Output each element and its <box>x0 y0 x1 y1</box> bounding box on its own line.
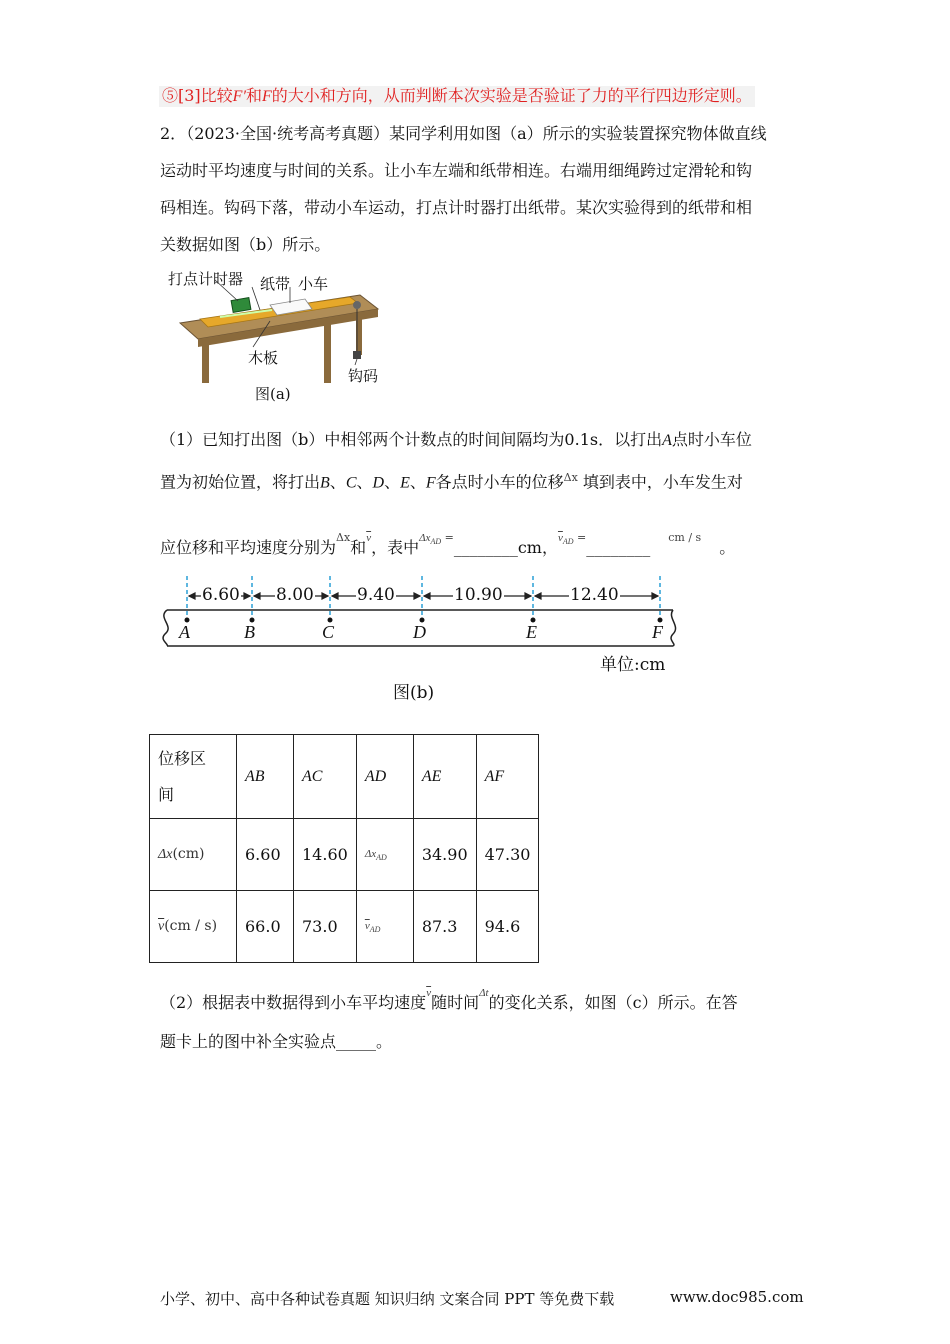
col-ad: AD <box>356 735 413 819</box>
part1-line-2 <box>160 468 743 493</box>
question-text: （2023·全国·统考高考真题）某同学利用如图（a）所示的实验装置探究物体做直线 <box>186 124 767 143</box>
part1-text-2c: 填到表中，小车发生对 <box>582 472 743 492</box>
symbol-v-bar: v <box>366 532 372 544</box>
segment-bc: 8.00 <box>276 585 314 605</box>
point-d-label: D <box>413 622 426 642</box>
unit-cms: cm / s <box>668 531 702 544</box>
label-tape: 纸带 <box>260 275 291 293</box>
part2-text-1b: 随时间 <box>431 993 480 1012</box>
symbol-v-bar: $\overline{v}$ <box>557 532 563 544</box>
footer-url[interactable]: www.doc985.com <box>670 1288 804 1306</box>
table-row-dx <box>150 819 539 891</box>
symbol-dx-ad: Δx <box>419 532 431 544</box>
row-dx-sym: Δx <box>158 847 173 862</box>
part1-text-3c: ，表中 <box>371 538 420 557</box>
question-intro-line-1 <box>160 124 767 144</box>
point-e-label: E <box>526 622 537 642</box>
part1-line-3 <box>160 528 735 558</box>
eq: = <box>577 531 587 544</box>
question-intro-line-2: 运动时平均速度与时间的关系。让小车左端和纸带相连。右端用细绳跨过定滑轮和钩 <box>160 161 753 180</box>
label-weight: 钩码 <box>348 367 379 385</box>
table-header-row <box>150 735 539 819</box>
point-a-ref: A <box>662 432 672 449</box>
table-cell: 34.90 <box>413 819 476 891</box>
label-board: 木板 <box>248 349 279 367</box>
table-cell: 87.3 <box>413 891 476 963</box>
figure-a <box>160 265 400 405</box>
point-a-label: A <box>179 622 190 642</box>
part1-text-1a: （1）已知打出图（b）中相邻两个计数点的时间间隔均为0.1s．以打出 <box>160 430 663 449</box>
segment-ab: 6.60 <box>202 585 240 605</box>
segment-de: 10.90 <box>454 585 503 605</box>
point-c-ref: C <box>345 474 357 492</box>
part1-text-1b: 点时小车位 <box>671 430 752 449</box>
cell-v-ad[interactable] <box>356 891 413 963</box>
col-ac: AC <box>294 735 357 819</box>
figure-b <box>155 572 685 707</box>
symbol-dt: Δt <box>479 987 489 999</box>
point-e-ref: E <box>400 474 410 492</box>
unit-cm: cm， <box>517 538 558 557</box>
table-cell: 73.0 <box>294 891 357 963</box>
segment-cd: 9.40 <box>357 585 395 605</box>
col-af: AF <box>476 735 539 819</box>
part1-text-3a: 应位移和平均速度分别为 <box>160 538 337 557</box>
header-note <box>159 86 755 107</box>
point-d-ref: D <box>372 474 385 492</box>
point-b-label: B <box>244 622 255 642</box>
part1-text-2a: 置为初始位置，将打出 <box>160 472 321 492</box>
sep: 、 <box>384 472 401 492</box>
part1-text-2b: 各点时小车的位移 <box>435 472 564 492</box>
symbol-f: F <box>261 88 272 105</box>
header-and: 和 <box>245 86 262 105</box>
header-label-l2: 间 <box>158 784 175 804</box>
cell-dx-ad[interactable] <box>356 819 413 891</box>
period: 。 <box>719 538 736 557</box>
row-v-unit: (cm / s) <box>164 918 218 934</box>
part2-line-2: 题卡上的图中补全实验点_____。 <box>160 1032 393 1051</box>
part2-line-1 <box>160 983 738 1013</box>
point-f-ref: F <box>425 474 436 492</box>
table-cell: 94.6 <box>476 891 539 963</box>
point-b-ref: B <box>320 474 330 492</box>
cell-v-ad-sym: $\overline{v}$ <box>364 919 370 932</box>
segment-ef: 12.40 <box>570 585 619 605</box>
symbol-dx: Δx <box>563 471 578 484</box>
table-header-label <box>150 735 237 819</box>
figure-a-caption: 图(a) <box>255 385 291 403</box>
part1-text-3b: 和 <box>350 538 367 557</box>
symbol-f-prime: F′ <box>232 88 246 105</box>
footer-left: 小学、初中、高中各种试卷真题 知识归纳 文案合同 PPT 等免费下载 <box>160 1290 615 1308</box>
sep: 、 <box>409 472 426 492</box>
part2-text-1c: 的变化关系，如图（c）所示。在答 <box>488 993 738 1012</box>
table-cell: 47.30 <box>476 819 539 891</box>
blank-v-ad[interactable]: ________ <box>586 538 651 557</box>
col-ab: AB <box>237 735 294 819</box>
point-c-label: C <box>322 622 335 642</box>
part1-line-1 <box>160 430 752 451</box>
sep: 、 <box>329 472 346 492</box>
question-intro-line-3: 码相连。钩码下落，带动小车运动，打点计时器打出纸带。某次实验得到的纸带和相 <box>160 198 753 217</box>
symbol-v-bar: v <box>426 987 432 999</box>
displacement-table <box>149 734 539 963</box>
figure-b-caption: 图(b) <box>393 683 435 703</box>
label-cart: 小车 <box>298 275 329 293</box>
sep: 、 <box>356 472 373 492</box>
row-dx-unit: (cm) <box>172 846 205 862</box>
row-v-sym: $\overline{v}$ <box>158 919 165 934</box>
row-v-label <box>150 891 237 963</box>
table-cell: 6.60 <box>237 819 294 891</box>
unit-label: 单位:cm <box>600 655 666 675</box>
table-cell: 14.60 <box>294 819 357 891</box>
header-part2: 的大小和方向，从而判断本次实验是否验证了力的平行四边形定则。 <box>271 86 752 105</box>
question-number: 2． <box>160 124 187 143</box>
sub-ad: AD <box>430 537 442 547</box>
sub-ad: AD <box>369 925 381 935</box>
cell-dx-ad-sym: Δx <box>364 847 377 860</box>
blank-dx-ad[interactable]: ________ <box>453 538 518 557</box>
header-label-l1: 位移区 <box>158 748 207 768</box>
table-cell: 66.0 <box>237 891 294 963</box>
eq: = <box>444 531 454 544</box>
question-intro-line-4: 关数据如图（b）所示。 <box>160 235 331 254</box>
point-f-label: F <box>652 622 663 642</box>
sub-ad: AD <box>376 853 387 863</box>
col-ae: AE <box>413 735 476 819</box>
row-dx-label <box>150 819 237 891</box>
table-row-v <box>150 891 539 963</box>
symbol-dx: Δx <box>336 531 351 544</box>
header-part1: ⑤[3]比较 <box>162 86 233 105</box>
label-timer: 打点计时器 <box>168 270 244 288</box>
part2-text-1a: （2）根据表中数据得到小车平均速度 <box>160 993 427 1012</box>
sub-ad: AD <box>562 537 574 547</box>
